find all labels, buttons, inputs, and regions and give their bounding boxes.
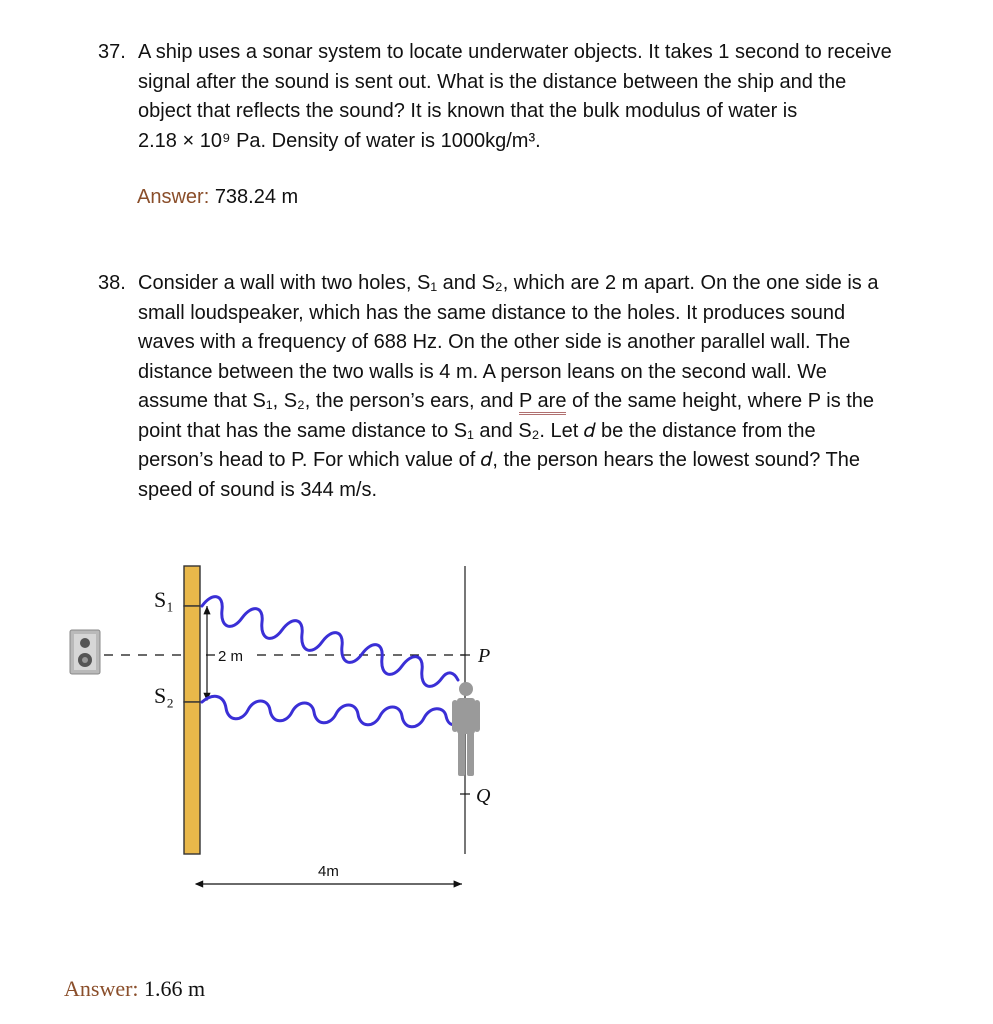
- label-s2: S₂: [154, 683, 174, 708]
- answer-38: [64, 976, 205, 1002]
- wall-gap-label: 4m: [318, 863, 339, 880]
- sound-wave-s2: [202, 696, 460, 726]
- answer-label: Answer:: [137, 186, 210, 208]
- question-text-line: speed of sound is 344 m/s.: [138, 478, 378, 501]
- question-text-line: 2.18 × 10⁹ Pa. Density of water is 1000kg/m³.: [138, 129, 541, 152]
- loudspeaker-icon: [70, 630, 100, 674]
- question-text-segment: of the same height, where P is the: [566, 390, 875, 412]
- question-text-line: distance between the two walls is 4 m. A person leans on the second wall. We: [138, 360, 827, 383]
- question-text-line: Consider a wall with two holes, S₁ and S₂, which are 2 m apart. On the one side is a: [138, 272, 879, 294]
- label-p: P: [478, 645, 491, 667]
- question-text-line: person’s head to P. For which value of 𝑑, the person hears the lowest sound? The: [138, 449, 861, 471]
- question-text-line: A ship uses a sonar system to locate underwater objects. It takes 1 second to receive: [138, 41, 892, 63]
- label-q: Q: [476, 785, 491, 807]
- question-number: 37.: [98, 41, 126, 63]
- hole-gap-label: 2 m: [218, 648, 244, 665]
- answer-value: 738.24 m: [214, 186, 299, 208]
- question-text-line: waves with a frequency of 688 Hz. On the other side is another parallel wall. The: [138, 331, 851, 353]
- question-text-line: object that reflects the sound? It is known that the bulk modulus of water is: [138, 100, 798, 122]
- question-text-line: small loudspeaker, which has the same distance to the holes. It produces sound: [138, 301, 846, 324]
- question-text-segment: assume that S₁, S₂, the person’s ears, and: [138, 390, 520, 412]
- question-text-line: point that has the same distance to S₁ and S₂. Let 𝑑 be the distance from the: [138, 419, 816, 442]
- answer-label: Answer:: [64, 976, 139, 1001]
- wall-with-holes: [184, 566, 200, 854]
- sound-wave-s1: [202, 597, 458, 687]
- question-text-line: signal after the sound is sent out. What is the distance between the ship and the: [138, 70, 847, 93]
- person-icon: [452, 682, 480, 776]
- question-number: 38.: [98, 272, 126, 294]
- label-s1: S₁: [154, 587, 174, 612]
- answer-value: 1.66 m: [144, 976, 206, 1001]
- spelling-underline-text: P are: [519, 390, 566, 415]
